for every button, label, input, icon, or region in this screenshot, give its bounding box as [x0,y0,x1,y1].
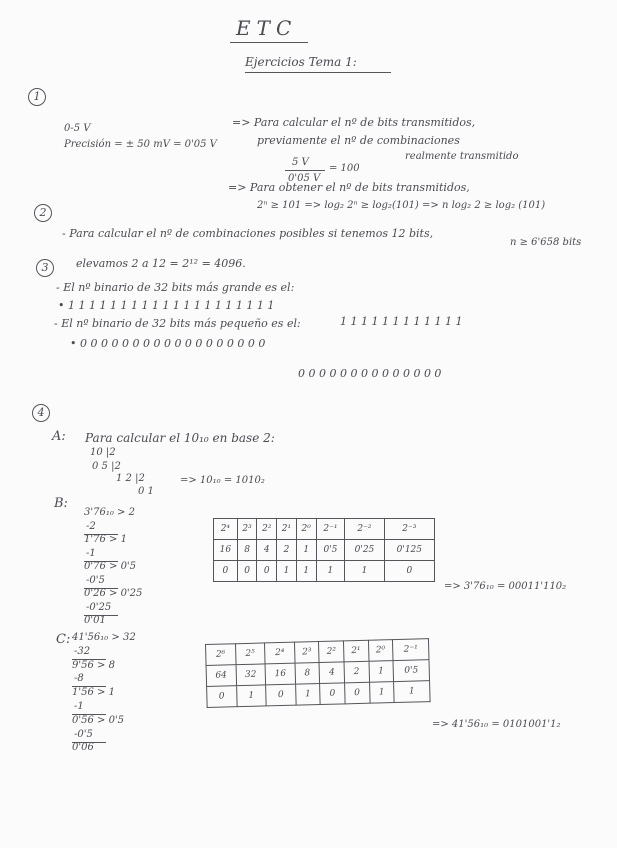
step-line: 0'56 > 0'5 [72,714,125,726]
table-cell: 1 [369,682,394,704]
table-cell: 1 [295,684,320,706]
table-cell: 2⁰ [296,519,316,540]
e4-c-label: C: [56,632,71,647]
table-cell: 0 [345,682,370,704]
table-cell: 8 [237,540,257,561]
e3-zeros-row1: • 0 0 0 0 0 0 0 0 0 0 0 0 0 0 0 0 0 0 [70,337,266,350]
table-cell: 2² [257,519,277,540]
table-cell: 2⁰ [368,640,393,662]
table-cell: 1 [296,540,316,561]
table-cell: 16 [265,663,295,685]
table-row [214,519,435,540]
table-cell: 64 [206,665,236,687]
e4-a-div1: 10 |2 [90,447,116,458]
table-cell: 0 [320,683,345,705]
e3-line2: - El nº binario de 32 bits más pequeño es el: [54,317,301,330]
e1-frac-num: 5 V [292,157,309,168]
table-cell: 2⁻¹ [316,519,345,540]
table-cell: 1 [277,561,297,582]
table-cell: 2⁵ [235,643,265,665]
e3-ones-row2: 1 1 1 1 1 1 1 1 1 1 1 1 [340,315,463,328]
e4-a-div4: 0 1 [138,486,154,497]
table-cell: 2² [319,641,344,663]
table-cell: 2 [277,540,297,561]
table-cell: 0 [384,561,434,582]
step-line: -0'5 [86,574,105,586]
step-line: -2 [86,520,96,532]
e2-line2: elevamos 2 a 12 = 2¹² = 4096. [76,257,246,270]
e1-line5: 2ⁿ ≥ 101 => log₂ 2ⁿ ≥ log₂(101) => n log₂ 2 ≥ log₂ (101) [257,200,546,211]
table-cell: 16 [214,540,238,561]
title-underline [230,42,308,43]
step-line: 9'56 > 8 [72,659,115,671]
step-line: -8 [74,673,84,685]
table-cell: 2¹ [277,519,297,540]
table-cell: 1 [345,561,384,582]
e1-frac-den: 0'05 V [288,173,321,184]
e1-line6: n ≥ 6'658 bits [510,237,582,248]
e4-c-table [205,638,431,708]
page-subtitle: Ejercicios Tema 1: [245,55,357,69]
e4-b-result: => 3'76₁₀ = 00011'110₂ [444,581,567,592]
table-cell: 2³ [294,642,319,664]
table-row [214,540,435,561]
table-cell: 1 [394,681,430,703]
step-line: 0'26 > 0'25 [84,588,143,599]
e1-line1: => Para calcular el nº de bits transmitidos, [232,116,476,129]
e4-c-result: => 41'56₁₀ = 0101001'1₂ [432,719,561,730]
e4-a-text: Para calcular el 10₁₀ en base 2: [85,431,275,445]
e1-precision: Precisión = ± 50 mV = 0'05 V [64,139,217,150]
table-cell: 32 [236,664,266,686]
table-cell: 2³ [237,519,257,540]
step-line: 1'56 > 1 [72,687,115,699]
table-cell: 0'5 [393,660,429,682]
page-title: ETC [236,16,298,40]
step-line: -1 [74,701,84,712]
table-cell: 0'5 [316,540,345,561]
step-line: 0'76 > 0'5 [84,561,137,572]
table-cell: 2⁻¹ [393,639,429,661]
table-cell: 0'125 [384,540,434,561]
step-line: -1 [86,547,96,559]
e4-b-table [213,518,435,582]
table-cell: 2⁶ [206,644,236,666]
table-cell: 2⁴ [265,642,295,664]
table-row [214,561,435,582]
e1-frac-line [285,170,325,171]
table-cell: 2 [344,661,369,683]
table-cell: 0 [266,684,296,706]
e3-line1: - El nº binario de 32 bits más grande es el: [56,281,295,294]
e1-range: 0-5 V [64,123,91,134]
table-cell: 1 [316,561,345,582]
table-cell: 0 [207,686,237,708]
exercise-2-number: 2 [34,204,52,222]
exercise-1-number: 1 [28,88,46,106]
e3-zeros-row2: 0 0 0 0 0 0 0 0 0 0 0 0 0 0 [298,367,442,380]
step-line: -0'5 [74,728,93,740]
table-cell: 8 [295,663,320,685]
step-line: 3'76₁₀ > 2 [84,507,135,518]
e4-a-label: A: [52,429,66,444]
table-cell: 2¹ [343,640,368,662]
e3-ones-row1: • 1 1 1 1 1 1 1 1 1 1 1 1 1 1 1 1 1 1 1 1 [58,299,275,312]
e4-a-div2: 0 5 |2 [92,461,121,472]
step-line: 0'06 [72,742,94,754]
table-cell: 1 [369,661,394,683]
table-cell: 2⁴ [214,519,238,540]
e1-frac-eq: = 100 [329,163,360,174]
table-cell: 2⁻³ [384,519,434,540]
table-row [207,681,430,708]
exercise-3-number: 3 [36,259,54,277]
e4-b-label: B: [54,496,68,511]
e1-line3: realmente transmitido [405,151,519,162]
e1-line4: => Para obtener el nº de bits transmitidos, [228,181,470,194]
table-cell: 0 [257,561,277,582]
e2-line1: - Para calcular el nº de combinaciones posibles si tenemos 12 bits, [62,227,434,240]
table-cell: 1 [296,561,316,582]
e4-a-result: => 10₁₀ = 1010₂ [180,475,265,486]
table-cell: 4 [319,662,344,684]
subtitle-underline [245,72,391,73]
step-line: -0'25 [86,601,112,613]
table-cell: 1 [236,685,266,707]
step-line: 41'56₁₀ > 32 [72,632,136,643]
table-cell: 2⁻² [345,519,384,540]
table-cell: 0 [237,561,257,582]
table-cell: 0 [214,561,238,582]
exercise-4-number: 4 [32,404,50,422]
step-line: 1'76 > 1 [84,534,127,545]
e1-line2: previamente el nº de combinaciones [257,134,460,147]
step-line: -32 [74,645,91,657]
e4-a-div3: 1 2 |2 [116,473,145,484]
table-cell: 4 [257,540,277,561]
table-cell: 0'25 [345,540,384,561]
step-line: 0'01 [84,615,106,626]
